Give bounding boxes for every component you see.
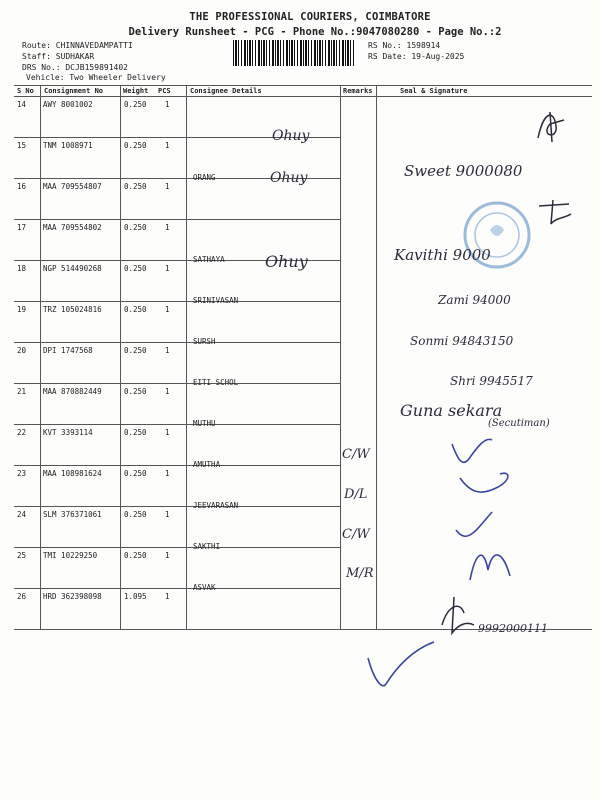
header-sno: S No xyxy=(17,87,34,95)
column-divider xyxy=(340,85,341,629)
cell-weight: 0.250 xyxy=(124,305,147,314)
cell-consignee: ASVAK xyxy=(193,583,216,592)
signature-text: 9992000111 xyxy=(478,622,548,635)
staff-field: Staff: SUDHAKAR xyxy=(22,52,95,61)
cell-consignee: AMUTHA xyxy=(193,460,221,469)
signature-scribble xyxy=(530,106,570,146)
cell-consignment-no: DPI 1747568 xyxy=(43,346,93,355)
cell-pcs: 1 xyxy=(165,428,170,437)
table-top-border xyxy=(14,85,592,86)
cell-consignment-no: TMI 10229250 xyxy=(43,551,98,560)
cell-pcs: 1 xyxy=(165,223,170,232)
cell-consignment-no: MAA 709554807 xyxy=(43,182,102,191)
cell-weight: 0.250 xyxy=(124,100,147,109)
blue-ink-tick xyxy=(362,640,442,700)
cell-consignment-no: AWY 8001002 xyxy=(43,100,93,109)
cell-pcs: 1 xyxy=(165,141,170,150)
row-divider xyxy=(14,465,340,466)
cell-pcs: 1 xyxy=(165,510,170,519)
cell-weight: 0.250 xyxy=(124,551,147,560)
signature-text: Guna sekara xyxy=(400,401,503,420)
cell-consignee: SURSH xyxy=(193,337,216,346)
cell-weight: 0.250 xyxy=(124,264,147,273)
signature-text: (Secutiman) xyxy=(488,418,550,429)
remark-handwriting: M/R xyxy=(346,566,374,581)
cell-sno: 14 xyxy=(17,100,27,109)
cell-consignee: ORANG xyxy=(193,173,216,182)
cell-pcs: 1 xyxy=(165,305,170,314)
row-divider xyxy=(14,301,340,302)
cell-consignment-no: KVT 3393114 xyxy=(43,428,93,437)
cell-pcs: 1 xyxy=(165,592,170,601)
cell-consignee: EITI SCHOL xyxy=(193,378,239,387)
barcode xyxy=(233,40,355,66)
cell-sno: 17 xyxy=(17,223,27,232)
cell-consignment-no: HRD 362398098 xyxy=(43,592,102,601)
cell-sno: 21 xyxy=(17,387,27,396)
cell-sno: 16 xyxy=(17,182,27,191)
signature-text: Shri 9945517 xyxy=(450,374,533,388)
row-divider xyxy=(14,424,340,425)
header-signature: Seal & Signature xyxy=(400,87,468,95)
signature-scribble xyxy=(535,198,575,228)
cell-sno: 26 xyxy=(17,592,27,601)
cell-consignment-no: TRZ 105024816 xyxy=(43,305,102,314)
cell-weight: 0.250 xyxy=(124,223,147,232)
consignee-handwriting: Ohuy xyxy=(265,252,308,271)
remark-handwriting: D/L xyxy=(344,487,368,502)
row-divider xyxy=(14,219,340,220)
header-weight: Weight xyxy=(123,87,149,95)
cell-pcs: 1 xyxy=(165,387,170,396)
header-remarks: Remarks xyxy=(343,87,373,95)
cell-consignee: MUTHU xyxy=(193,419,216,428)
row-divider xyxy=(14,588,340,589)
cell-sno: 22 xyxy=(17,428,27,437)
cell-consignment-no: MAA 108981624 xyxy=(43,469,102,478)
blue-ink-signatures xyxy=(440,430,560,600)
consignee-handwriting: Ohuy xyxy=(270,170,308,186)
header-consignee: Consignee Details xyxy=(190,87,262,95)
cell-weight: 0.250 xyxy=(124,510,147,519)
document-subtitle: Delivery Runsheet - PCG - Phone No.:9047080280 - Page No.:2 xyxy=(128,26,502,38)
cell-consignment-no: NGP 514490268 xyxy=(43,264,102,273)
cell-consignee: SATHAYA xyxy=(193,255,225,264)
cell-consignment-no: MAA 709554802 xyxy=(43,223,102,232)
cell-weight: 0.250 xyxy=(124,182,147,191)
cell-sno: 25 xyxy=(17,551,27,560)
rs-date-field: RS Date: 19-Aug-2025 xyxy=(368,52,465,61)
table-header-border xyxy=(14,96,592,97)
cell-pcs: 1 xyxy=(165,182,170,191)
signature-text: Zami 94000 xyxy=(438,293,511,307)
cell-consignment-no: MAA 870882449 xyxy=(43,387,102,396)
document-title: THE PROFESSIONAL COURIERS, COIMBATORE xyxy=(189,11,431,23)
cell-weight: 0.250 xyxy=(124,387,147,396)
remark-handwriting: C/W xyxy=(342,527,370,542)
remark-handwriting: C/W xyxy=(342,447,370,462)
row-divider xyxy=(14,506,340,507)
cell-sno: 18 xyxy=(17,264,27,273)
signature-text: Sonmi 94843150 xyxy=(410,334,514,348)
cell-sno: 15 xyxy=(17,141,27,150)
drs-field: DRS No.: DCJB159891402 xyxy=(22,63,128,72)
signature-text: Kavithi 9000 xyxy=(394,246,491,264)
header-consignment: Consignment No xyxy=(44,87,104,95)
column-divider xyxy=(376,85,377,629)
cell-weight: 0.250 xyxy=(124,428,147,437)
signature-text: Sweet 9000080 xyxy=(404,162,523,180)
cell-consignee: SRINIVASAN xyxy=(193,296,239,305)
cell-pcs: 1 xyxy=(165,469,170,478)
row-divider xyxy=(14,547,340,548)
route-field: Route: CHINNAVEDAMPATTI xyxy=(22,41,133,50)
cell-consignment-no: TNM 1008971 xyxy=(43,141,93,150)
rs-number-field: RS No.: 1598914 xyxy=(368,41,441,50)
row-divider xyxy=(14,342,340,343)
cell-consignee: SAKTHI xyxy=(193,542,221,551)
cell-consignment-no: SLM 376371061 xyxy=(43,510,102,519)
cell-sno: 20 xyxy=(17,346,27,355)
cell-sno: 24 xyxy=(17,510,27,519)
cell-pcs: 1 xyxy=(165,100,170,109)
cell-weight: 0.250 xyxy=(124,469,147,478)
vehicle-field: Vehicle: Two Wheeler Delivery xyxy=(26,73,166,82)
cell-weight: 0.250 xyxy=(124,141,147,150)
signature-scribble xyxy=(438,595,478,635)
row-divider xyxy=(14,383,340,384)
cell-sno: 19 xyxy=(17,305,27,314)
cell-sno: 23 xyxy=(17,469,27,478)
consignee-handwriting: Ohuy xyxy=(272,128,310,144)
cell-consignee: JEEVARASAN xyxy=(193,501,239,510)
cell-pcs: 1 xyxy=(165,551,170,560)
cell-pcs: 1 xyxy=(165,346,170,355)
cell-weight: 1.095 xyxy=(124,592,147,601)
cell-pcs: 1 xyxy=(165,264,170,273)
header-pcs: PCS xyxy=(158,87,171,95)
cell-weight: 0.250 xyxy=(124,346,147,355)
